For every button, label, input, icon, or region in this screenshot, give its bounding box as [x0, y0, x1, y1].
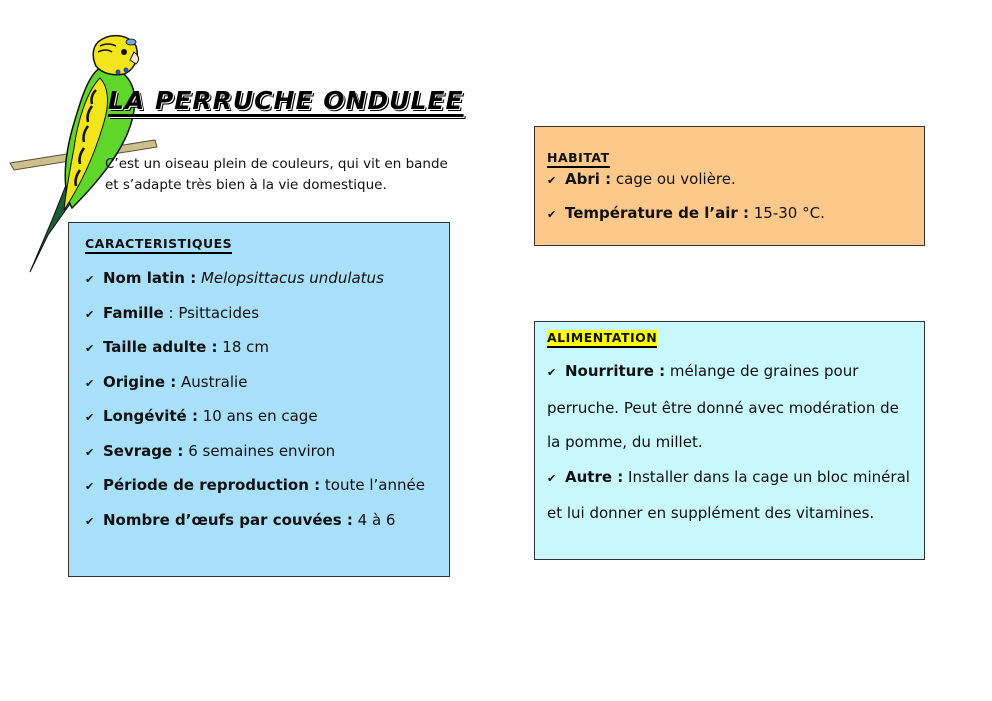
alimentation-box [534, 321, 925, 560]
check-icon: ✔ [547, 366, 557, 379]
list-item [85, 510, 449, 545]
item-label: Température de l’air : [565, 204, 749, 222]
intro-text: C’est un oiseau plein de couleurs, qui vit en bande et s’adapte très bien à la vie domestique. [105, 156, 448, 193]
alimentation-heading: ALIMENTATION [547, 330, 657, 348]
check-icon: ✔ [547, 471, 557, 485]
item-value: 10 ans en cage [202, 407, 318, 425]
caracteristiques-box [68, 222, 450, 577]
alimentation-text [547, 354, 912, 531]
item-value: 4 à 6 [357, 510, 396, 529]
check-icon: ✔ [85, 307, 95, 321]
item-value: toute l’année [324, 476, 425, 494]
caracteristiques-list [85, 268, 449, 544]
page-title: LA PERRUCHE ONDULEE [108, 86, 464, 115]
autre-label: Autre : [565, 467, 624, 486]
check-icon: ✔ [85, 411, 95, 424]
habitat-box [534, 126, 925, 246]
item-label: Taille adulte : [103, 338, 218, 356]
list-item [85, 372, 449, 407]
list-item [85, 337, 449, 372]
check-icon: ✔ [85, 480, 95, 493]
item-value: 18 cm [222, 338, 269, 356]
item-value: : Psittacides [168, 303, 260, 322]
check-icon: ✔ [85, 376, 95, 390]
list-item [547, 203, 924, 237]
item-label: Longévité : [103, 407, 198, 425]
item-label: Famille [103, 303, 164, 322]
habitat-heading: HABITAT [547, 150, 610, 168]
nourriture-paragraph [547, 354, 912, 460]
item-value: Melopsittacus undulatus [200, 269, 384, 287]
autre-text: Installer dans la cage un bloc minéral et lui donner en supplément des vitamines. [547, 467, 910, 522]
item-label: Nombre d’œufs par couvées : [103, 510, 353, 529]
item-value: 6 semaines environ [188, 441, 336, 460]
check-icon: ✔ [547, 174, 557, 187]
list-item [85, 441, 449, 476]
nourriture-label: Nourriture : [565, 362, 666, 380]
check-icon: ✔ [547, 208, 557, 221]
item-value: Australie [181, 372, 248, 391]
item-label: Nom latin : [103, 269, 197, 287]
nourriture-text: mélange de graines pour perruche. Peut être donné avec modération de la pomme, du millet. [547, 362, 899, 451]
item-label: Abri : [565, 170, 612, 188]
caracteristiques-heading: CARACTERISTIQUES [85, 236, 232, 254]
list-item [85, 303, 449, 338]
item-value: cage ou volière. [615, 170, 736, 188]
check-icon: ✔ [85, 514, 95, 528]
check-icon: ✔ [85, 273, 95, 286]
item-value: 15-30 °C. [753, 204, 825, 222]
check-icon: ✔ [85, 445, 95, 459]
list-item [85, 406, 449, 441]
item-label: Origine : [103, 372, 177, 391]
list-item [85, 475, 449, 510]
list-item [547, 169, 924, 203]
autre-paragraph [547, 460, 912, 531]
item-label: Sevrage : [103, 441, 184, 460]
item-label: Période de reproduction : [103, 476, 321, 494]
habitat-list [547, 169, 924, 237]
check-icon: ✔ [85, 342, 95, 355]
list-item [85, 268, 449, 303]
